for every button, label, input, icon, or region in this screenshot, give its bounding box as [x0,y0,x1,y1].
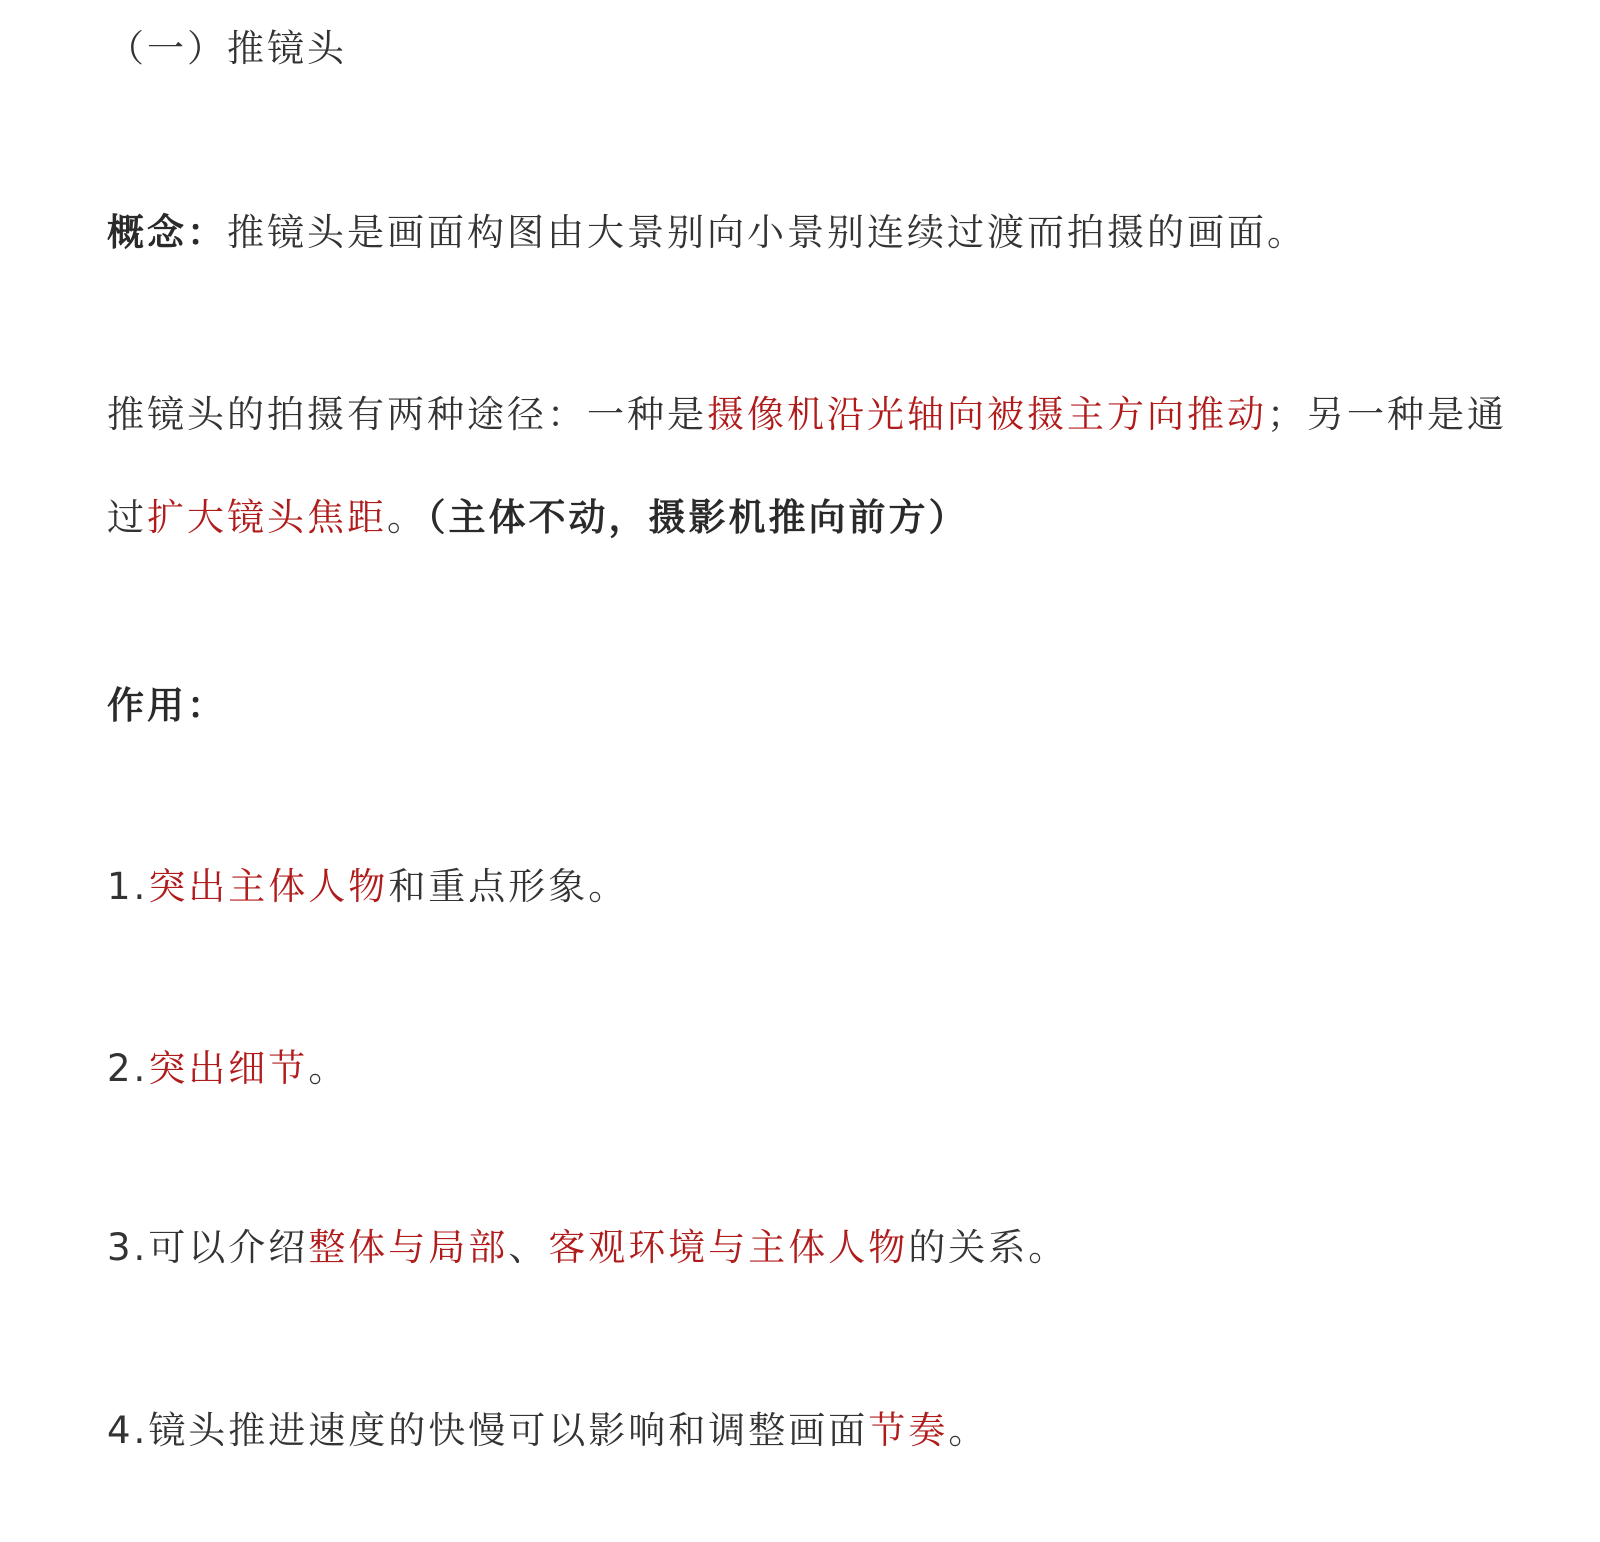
list-item [107,1406,988,1456]
list-item-rest: 。 [308,1047,349,1090]
routes-paragraph-line-1 [107,390,1507,440]
concept-text: 推镜头是画面构图由大景别向小景别连续过渡而拍摄的画面。 [227,211,1307,254]
list-item-number: 1. [107,865,149,908]
routes-method-2: 扩大镜头焦距 [147,496,387,539]
concept-label: 概念： [107,211,227,254]
list-item-rest: 和重点形象。 [388,865,629,908]
list-item [107,862,628,912]
list-item-highlight-1: 整体与局部 [308,1226,509,1269]
list-item-highlight: 突出细节 [148,1047,309,1090]
routes-end: 。 [387,496,427,539]
routes-method-1: 摄像机沿光轴向被摄主方向推动 [707,393,1267,436]
list-item-highlight: 节奏 [868,1409,949,1452]
list-item-highlight-2: 客观环境与主体人物 [548,1226,909,1269]
effect-label-line [107,681,227,731]
routes-mid: ；另一种是通 [1267,393,1507,436]
list-item-number: 2. [107,1047,149,1090]
list-item-highlight: 突出主体人物 [148,865,389,908]
section-heading [107,24,347,74]
list-item [107,1044,348,1094]
list-item-rest: 。 [948,1409,989,1452]
section-heading-text: （一）推镜头 [107,27,347,70]
list-item-number: 3. [107,1226,149,1269]
list-item-number: 4. [107,1409,149,1452]
concept-paragraph [107,208,1307,258]
routes-intro: 推镜头的拍摄有两种途径：一种是 [107,393,707,436]
list-item-pre: 镜头推进速度的快慢可以影响和调整画面 [148,1409,869,1452]
routes-paragraph-line-2 [107,493,969,543]
routes-note: （主体不动，摄影机推向前方） [427,496,969,539]
list-item-separator: 、 [508,1226,549,1269]
routes-line2-start: 过 [107,496,147,539]
effect-label: 作用： [107,684,227,727]
list-item-pre: 可以介绍 [148,1226,309,1269]
list-item-rest: 的关系。 [908,1226,1069,1269]
list-item [107,1223,1068,1273]
